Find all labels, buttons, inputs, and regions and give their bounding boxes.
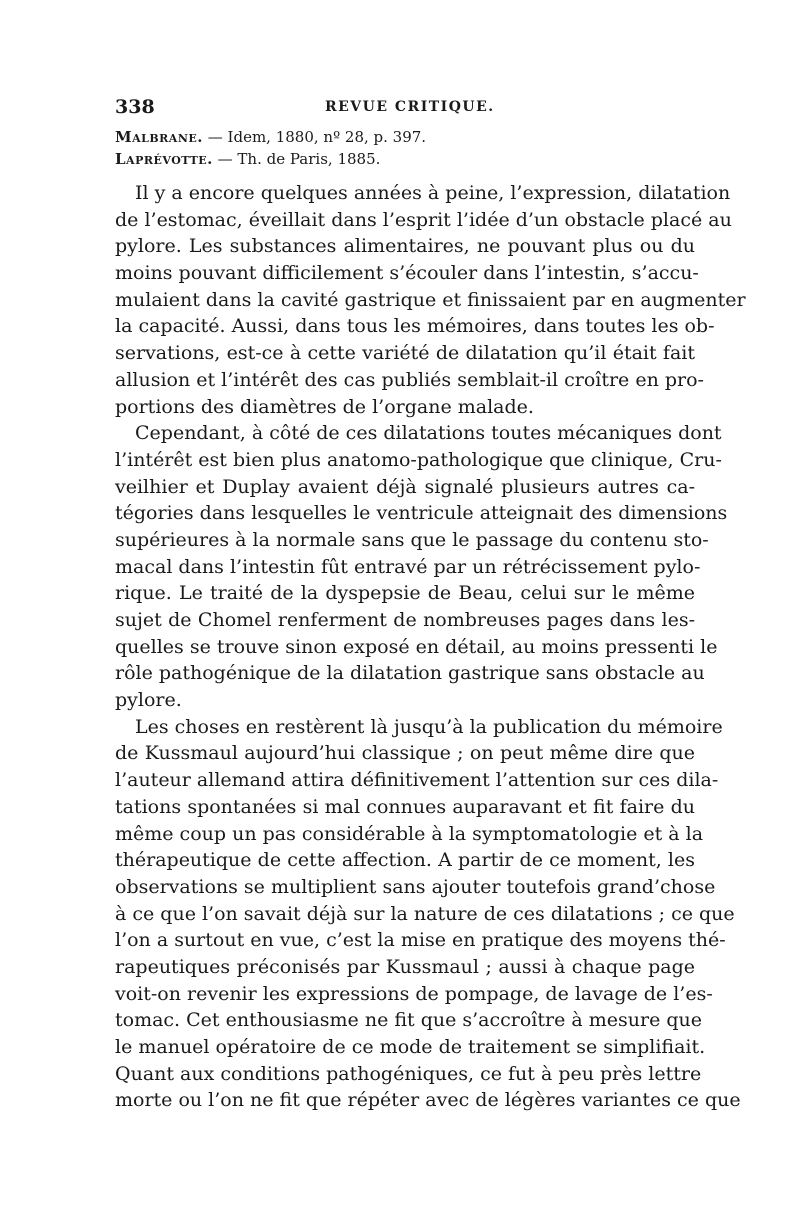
text-line: l’auteur allemand attira définitivement l’attention sur ces dila- bbox=[115, 769, 719, 792]
text-line: tégories dans lesquelles le ventricule atteignait des dimensions bbox=[115, 502, 728, 525]
text-line: Cependant, à côté de ces dilatations toutes mécaniques dont bbox=[135, 422, 722, 445]
text-line: Quant aux conditions pathogéniques, ce fut à peu près lettre bbox=[115, 1062, 702, 1085]
text-line: tations spontanées si mal connues auparavant et fit faire du bbox=[115, 795, 695, 818]
text-line: mulaient dans la cavité gastrique et finissaient par en augmenter bbox=[115, 288, 746, 311]
text-line: rôle pathogénique de la dilatation gastrique sans obstacle au bbox=[115, 662, 705, 685]
text-line: le manuel opératoire de ce mode de traitement se simplifiait. bbox=[115, 1036, 706, 1058]
text-line: veilhier et Duplay avaient déjà signalé plusieurs autres ca- bbox=[115, 475, 695, 498]
text-line: quelles se trouve sinon exposé en détail, au moins pressenti le bbox=[115, 635, 718, 658]
body-text bbox=[115, 180, 746, 1114]
text-line: thérapeutique de cette affection. A partir de ce moment, les bbox=[115, 849, 695, 872]
text-line: servations, est-ce à cette variété de dilatation qu’il était fait bbox=[115, 342, 695, 365]
text-line: supérieures à la normale sans que le passage du contenu sto- bbox=[115, 528, 709, 551]
text-line: allusion et l’intérêt des cas publiés semblait-il croître en pro- bbox=[115, 368, 704, 391]
text-line: macal dans l’intestin fût entravé par un rétrécissement pylo- bbox=[115, 555, 701, 578]
text-line: sujet de Chomel renferment de nombreuses pages dans les- bbox=[115, 609, 695, 631]
text-line: observations se multiplient sans ajouter toutefois grand’chose bbox=[115, 875, 716, 898]
reference-author: Malbrane. bbox=[115, 128, 204, 146]
text-line: l’intérêt est bien plus anatomo-pathologique que clinique, Cru- bbox=[115, 448, 722, 471]
text-line: moins pouvant difficilement s’écouler dans l’intestin, s’accu- bbox=[115, 262, 699, 285]
running-head bbox=[115, 96, 685, 122]
text-line: Les choses en restèrent là jusqu’à la publication du mémoire bbox=[135, 715, 723, 738]
text-line: de Kussmaul aujourd’hui classique ; on peut même dire que bbox=[115, 742, 695, 765]
page-number: 338 bbox=[115, 96, 155, 118]
references bbox=[115, 126, 685, 170]
text-line: tomac. Cet enthousiasme ne fit que s’accroître à mesure que bbox=[115, 1009, 703, 1032]
reference-text: — Idem, 1880, nº 28, p. 397. bbox=[203, 128, 427, 146]
text-line: morte ou l’on ne fit que répéter avec de légères variantes ce que bbox=[115, 1089, 741, 1112]
reference-author: Laprévotte. bbox=[115, 150, 213, 168]
text-line: à ce que l’on savait déjà sur la nature de ces dilatations ; ce que bbox=[115, 902, 735, 925]
reference-text: — Th. de Paris, 1885. bbox=[212, 150, 381, 168]
text-line: pylore. bbox=[115, 689, 182, 712]
text-line: l’on a surtout en vue, c’est la mise en pratique des moyens thé- bbox=[115, 929, 726, 952]
running-title: REVUE CRITIQUE. bbox=[325, 99, 495, 115]
text-line: rapeutiques préconisés par Kussmaul ; aussi à chaque page bbox=[115, 955, 695, 978]
reference-entry bbox=[115, 126, 685, 148]
text-line: voit-on revenir les expressions de pompage, de lavage de l’es- bbox=[115, 982, 713, 1005]
text-line: de l’estomac, éveillait dans l’esprit l’idée d’un obstacle placé au bbox=[115, 208, 732, 231]
text-line: même coup un pas considérable à la symptomatologie et à la bbox=[115, 822, 704, 845]
text-line: pylore. Les substances alimentaires, ne pouvant plus ou du bbox=[115, 235, 695, 258]
text-line: portions des diamètres de l’organe malade. bbox=[115, 395, 534, 418]
text-line: Il y a encore quelques années à peine, l’expression, dilatation bbox=[135, 182, 731, 204]
text-line: la capacité. Aussi, dans tous les mémoires, dans toutes les ob- bbox=[115, 315, 715, 338]
reference-entry bbox=[115, 148, 685, 170]
text-line: rique. Le traité de la dyspepsie de Beau, celui sur le même bbox=[115, 582, 695, 605]
